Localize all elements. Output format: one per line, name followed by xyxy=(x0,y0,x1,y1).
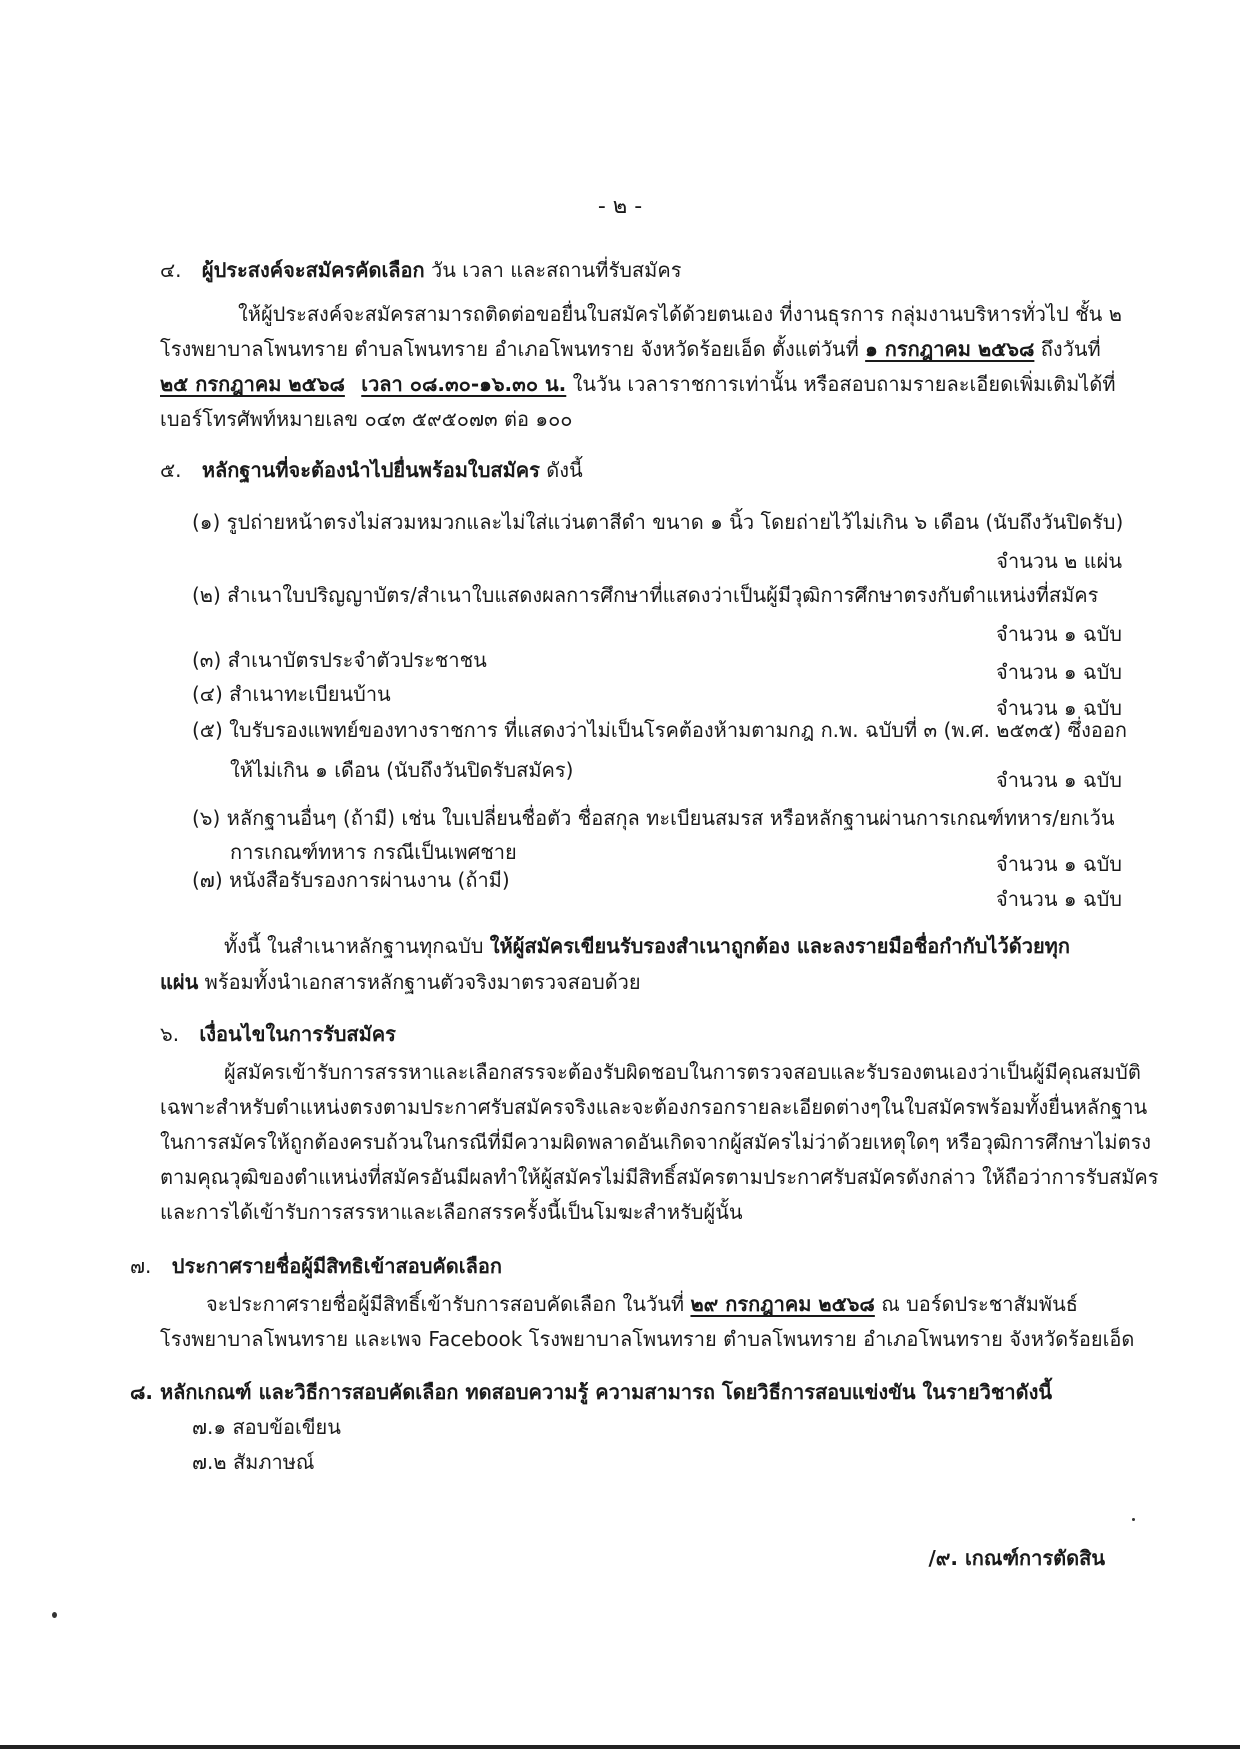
section-6-number: ๖. xyxy=(160,1022,180,1046)
section-4-number: ๔. xyxy=(160,258,182,282)
exam-item-2: ๗.๒ สัมภาษณ์ xyxy=(192,1450,315,1474)
section-6-title: เงื่อนไขในการรับสมัคร xyxy=(199,1022,396,1046)
doc-item-7: (๗) หนังสือรับรองการผ่านงาน (ถ้ามี) xyxy=(192,868,510,892)
doc-item-7-qty: จำนวน ๑ ฉบับ xyxy=(996,887,1122,911)
section-4-title: ผู้ประสงค์จะสมัครคัดเลือก xyxy=(201,258,425,282)
exam-item-1: ๗.๑ สอบข้อเขียน xyxy=(192,1415,341,1439)
section-6-line-1: ผู้สมัครเข้ารับการสรรหาและเลือกสรรจะต้องรับผิดชอบในการตรวจสอบและรับรองตนเองว่าเป็นผู้มีคุณสมบัติ xyxy=(224,1060,1141,1084)
section-6-heading xyxy=(160,1020,396,1048)
doc-item-1-qty: จำนวน ๒ แผ่น xyxy=(996,549,1122,573)
doc-item-2: (๒) สำเนาใบปริญญาบัตร/สำเนาใบแสดงผลการศึกษาที่แสดงว่าเป็นผู้มีวุฒิการศึกษาตรงกับตำแหน่งที่สมัคร xyxy=(192,583,1099,607)
doc-item-5-qty: จำนวน ๑ ฉบับ xyxy=(996,768,1122,792)
doc-item-1: (๑) รูปถ่ายหน้าตรงไม่สวมหมวกและไม่ใส่แว่นตาสีดำ ขนาด ๑ นิ้ว โดยถ่ายไว้ไม่เกิน ๖ เดือน (นับถึงวันปิดรับ) xyxy=(192,510,1124,534)
section-4-heading xyxy=(160,256,681,284)
section-4-text-2: ถึงวันที่ xyxy=(1034,337,1101,361)
section-4-text-3: ในวัน เวลาราชการเท่านั้น หรือสอบถามรายละเอียดเพิ่มเติมได้ที่ xyxy=(566,372,1116,396)
section-4-text: โรงพยาบาลโพนทราย ตำบลโพนทราย อำเภอโพนทราย จังหวัดร้อยเอ็ด ตั้งแต่วันที่ xyxy=(160,337,866,361)
doc-item-3-qty: จำนวน ๑ ฉบับ xyxy=(996,660,1122,684)
section-4-title-rest: วัน เวลา และสถานที่รับสมัคร xyxy=(424,258,682,282)
note-emphasis-2: แผ่น xyxy=(160,970,199,994)
scan-speck xyxy=(52,1612,57,1618)
doc-item-4: (๔) สำเนาทะเบียนบ้าน xyxy=(192,682,391,706)
section-6-line-3: ในการสมัครให้ถูกต้องครบถ้วนในกรณีที่มีความผิดพลาดอันเกิดจากผู้สมัครไม่ว่าด้วยเหตุใดๆ หรือวุฒิการศึกษาไม่ตรง xyxy=(160,1130,1152,1154)
section-4-para-line-4: เบอร์โทรศัพท์หมายเลข ๐๔๓ ๕๙๕๐๗๓ ต่อ ๑๐๐ xyxy=(160,407,573,431)
section-6-line-4: ตามคุณวุฒิของตำแหน่งที่สมัครอันมีผลทำให้ผู้สมัครไม่มีสิทธิ์สมัครตามประกาศรับสมัครดังกล่าว ให้ถือว่าการรับสมัคร xyxy=(160,1165,1159,1189)
close-date: ๒๕ กรกฎาคม ๒๕๖๘ xyxy=(160,372,345,396)
section-5-number: ๕. xyxy=(160,458,182,482)
section-5-note-line-2 xyxy=(160,968,641,996)
doc-item-5-line-1: (๕) ใบรับรองแพทย์ของทางราชการ ที่แสดงว่าไม่เป็นโรคต้องห้ามตามกฎ ก.พ. ฉบับที่ ๓ (พ.ศ. ๒๕๓๕) ซึ่งออก xyxy=(192,718,1128,742)
continuation-note: /๙. เกณฑ์การตัดสิน xyxy=(928,1546,1105,1570)
section-7-text-2: ณ บอร์ดประชาสัมพันธ์ xyxy=(874,1292,1078,1316)
section-7-text: จะประกาศรายชื่อผู้มีสิทธิ์เข้ารับการสอบคัดเลือก ในวันที่ xyxy=(206,1292,691,1316)
section-7-heading xyxy=(130,1252,502,1280)
section-5-heading xyxy=(160,456,583,484)
page-number: - ๒ - xyxy=(597,194,643,219)
doc-item-4-qty: จำนวน ๑ ฉบับ xyxy=(996,696,1122,720)
doc-item-6-qty: จำนวน ๑ ฉบับ xyxy=(996,852,1122,876)
section-4-para-line-2 xyxy=(160,335,1101,363)
note-text-2: พร้อมทั้งนำเอกสารหลักฐานตัวจริงมาตรวจสอบด้วย xyxy=(198,970,641,994)
doc-item-2-qty: จำนวน ๑ ฉบับ xyxy=(996,622,1122,646)
section-7-line-1 xyxy=(206,1290,1078,1318)
doc-item-3: (๓) สำเนาบัตรประจำตัวประชาชน xyxy=(192,648,487,672)
section-7-number: ๗. xyxy=(130,1254,152,1278)
section-8-heading: ๘. หลักเกณฑ์ และวิธีการสอบคัดเลือก ทดสอบความรู้ ความสามารถ โดยวิธีการสอบแข่งขัน ในรายวิชาดังนี้ xyxy=(130,1380,1053,1404)
section-4-para-line-1: ให้ผู้ประสงค์จะสมัครสามารถติดต่อขอยื่นใบสมัครได้ด้วยตนเอง ที่งานธุรการ กลุ่มงานบริหารทั่วไป ชั้น ๒ xyxy=(238,302,1122,326)
doc-item-6-line-1: (๖) หลักฐานอื่นๆ (ถ้ามี) เช่น ใบเปลี่ยนชื่อตัว ชื่อสกุล ทะเบียนสมรส หรือหลักฐานผ่านการเกณฑ์ทหาร/ยกเว้น xyxy=(192,806,1115,830)
open-date: ๑ กรกฎาคม ๒๕๖๘ xyxy=(865,337,1035,361)
scan-speck xyxy=(1132,1518,1135,1521)
section-7-line-2: โรงพยาบาลโพนทราย และเพจ Facebook โรงพยาบาลโพนทราย ตำบลโพนทราย อำเภอโพนทราย จังหวัดร้อยเอ็ด xyxy=(160,1327,1135,1351)
section-7-title: ประกาศรายชื่อผู้มีสิทธิเข้าสอบคัดเลือก xyxy=(171,1254,502,1278)
office-hours: เวลา ๐๘.๓๐-๑๖.๓๐ น. xyxy=(361,372,567,396)
announce-date: ๒๙ กรกฎาคม ๒๕๖๘ xyxy=(690,1292,875,1316)
scan-edge-line xyxy=(0,1745,1240,1749)
section-4-para-line-3 xyxy=(160,370,1116,398)
doc-item-6-line-2: การเกณฑ์ทหาร กรณีเป็นเพศชาย xyxy=(230,840,517,864)
section-5-title-rest: ดังนี้ xyxy=(539,458,583,482)
note-text: ทั้งนี้ ในสำเนาหลักฐานทุกฉบับ xyxy=(224,934,490,958)
doc-item-5-line-2: ให้ไม่เกิน ๑ เดือน (นับถึงวันปิดรับสมัคร) xyxy=(230,758,574,782)
section-5-note-line-1 xyxy=(224,932,1070,960)
note-emphasis: ให้ผู้สมัครเขียนรับรองสำเนาถูกต้อง และลงรายมือชื่อกำกับไว้ด้วยทุก xyxy=(489,934,1070,958)
section-6-line-2: เฉพาะสำหรับตำแหน่งตรงตามประกาศรับสมัครจริงและจะต้องกรอกรายละเอียดต่างๆในใบสมัครพร้อมทั้งยื่นหลักฐาน xyxy=(160,1095,1148,1119)
section-5-title: หลักฐานที่จะต้องนำไปยื่นพร้อมใบสมัคร xyxy=(201,458,540,482)
section-6-line-5: และการได้เข้ารับการสรรหาและเลือกสรรครั้งนี้เป็นโมฆะสำหรับผู้นั้น xyxy=(160,1200,743,1224)
